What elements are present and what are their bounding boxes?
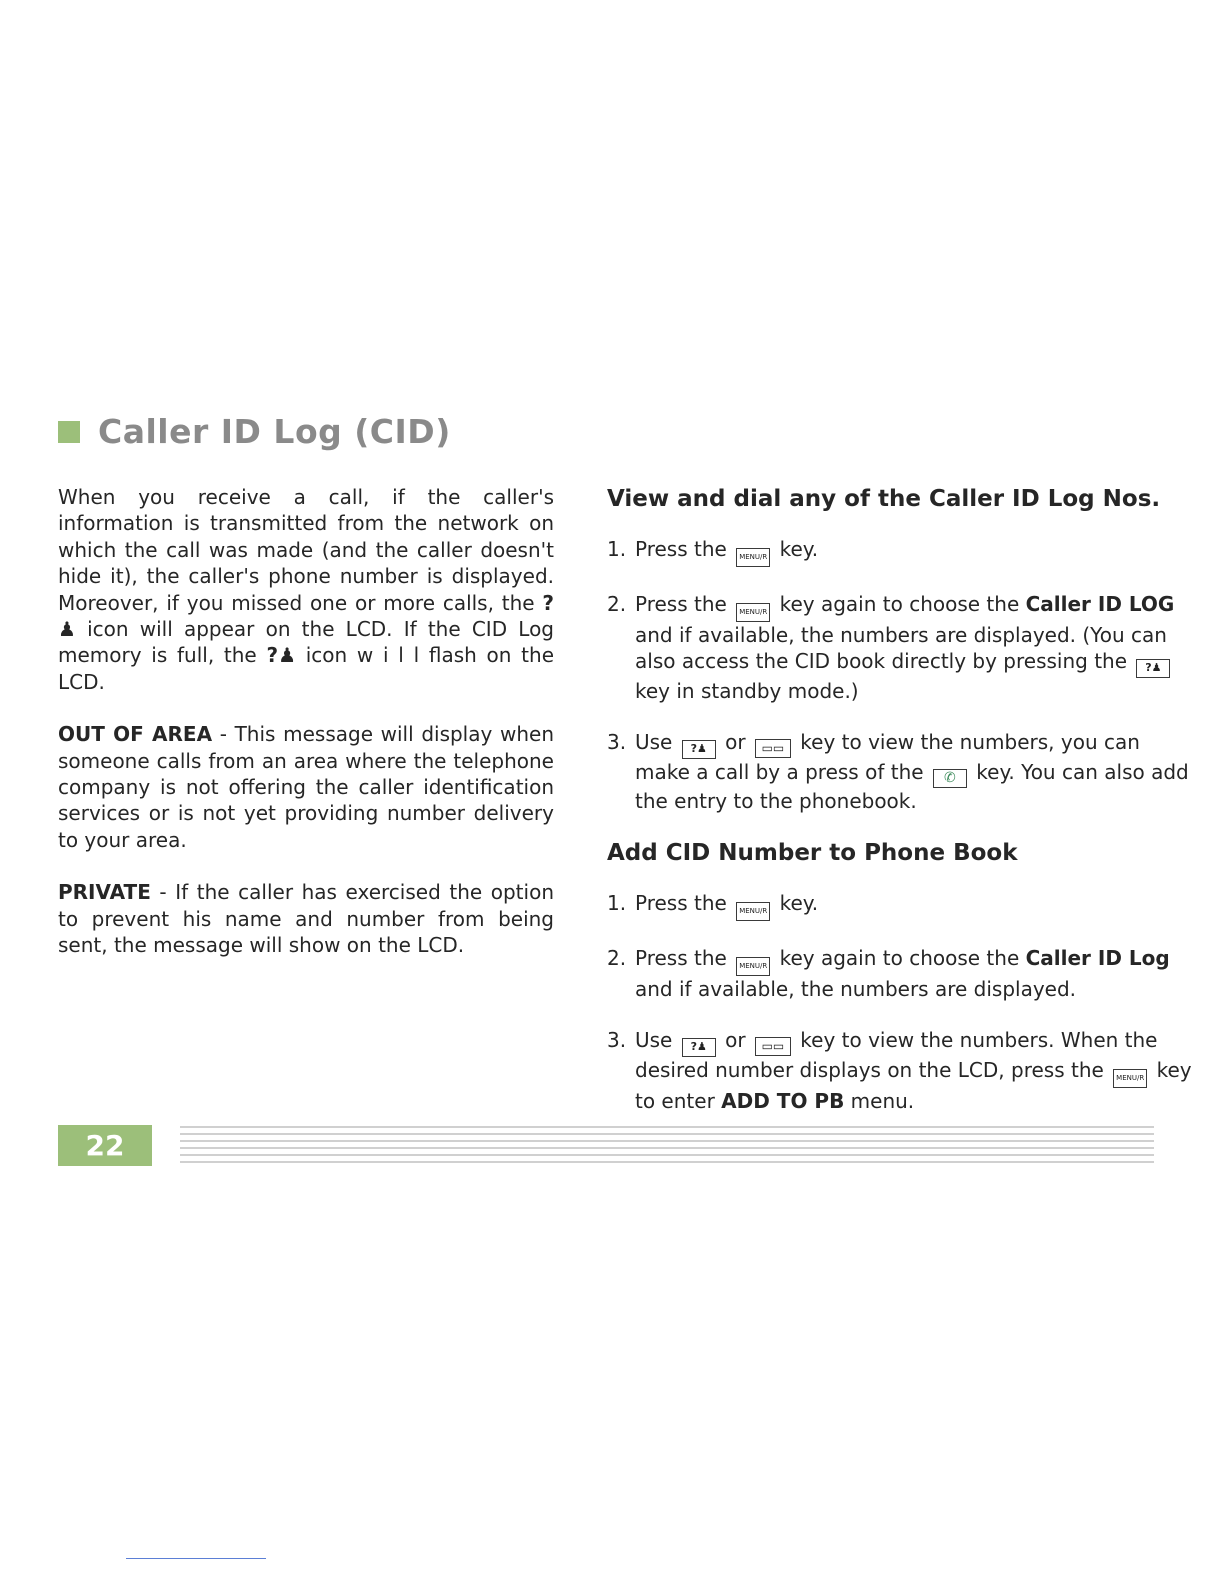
step-text: Use	[635, 1027, 673, 1052]
cid-key-icon: ?♟	[682, 740, 716, 759]
view-steps-list	[607, 536, 1197, 814]
add-cid-heading: Add CID Number to Phone Book	[607, 840, 1018, 867]
menu-key-icon: MENU/R	[736, 957, 770, 976]
step-number: 3.	[607, 1027, 627, 1052]
step-text: key.	[779, 537, 819, 561]
title-bullet-square	[58, 421, 80, 443]
step-text: and if available, the numbers are displayed.	[635, 977, 1077, 1002]
step-text: key to enter	[635, 1057, 1192, 1113]
list-item	[607, 890, 1197, 921]
list-item	[607, 945, 1197, 1002]
footer-rule	[180, 1140, 1154, 1142]
footer-rule-lines	[180, 1126, 1154, 1166]
missed-call-icon: ?♟	[58, 590, 554, 642]
footer-rule	[180, 1154, 1154, 1156]
cid-key-icon: ?♟	[682, 1038, 716, 1057]
call-key-icon: ✆	[933, 769, 967, 788]
step-number: 2.	[607, 592, 627, 616]
step-text: Use	[635, 729, 673, 754]
phonebook-key-icon: ▭▭	[755, 739, 791, 758]
step-number: 1.	[607, 537, 627, 561]
step-text: key again to choose the	[779, 946, 1020, 971]
out-of-area-label: OUT OF AREA	[58, 722, 213, 747]
list-item	[607, 729, 1197, 814]
footer-rule	[180, 1126, 1154, 1128]
step-text: Press the	[635, 592, 727, 616]
out-of-area-text: - This message will display when someone calls from an area where the telephone company is not offering the caller identification services or is not yet providing number delivery to your area.	[58, 722, 554, 852]
private-label: PRIVATE	[58, 880, 151, 905]
step-number: 1.	[607, 891, 627, 916]
phonebook-key-icon: ▭▭	[755, 1037, 791, 1056]
step-text: key again to choose the	[779, 592, 1020, 616]
step-number: 2.	[607, 946, 627, 971]
step-text: or	[725, 1027, 746, 1052]
step-text: key to view the numbers, you can make a call by a press of the	[635, 729, 1140, 784]
step-text: key to view the numbers. When the desired number displays on the LCD, press the	[635, 1027, 1158, 1082]
list-item	[607, 536, 1197, 567]
step-text: Press the	[635, 891, 727, 916]
step-emphasis: Caller ID LOG	[1025, 592, 1175, 616]
step-text: key. You can also add the entry to the phonebook.	[635, 759, 1189, 813]
menu-key-icon: MENU/R	[1113, 1069, 1147, 1088]
footer-rule	[180, 1133, 1154, 1135]
step-emphasis: ADD TO PB	[721, 1088, 845, 1113]
menu-key-icon: MENU/R	[736, 902, 770, 921]
left-column	[58, 484, 554, 985]
footer-rule	[180, 1161, 1154, 1163]
step-text: Press the	[635, 537, 727, 561]
page-number-badge: 22	[58, 1125, 152, 1166]
step-text: key in standby mode.)	[635, 679, 859, 704]
step-text: menu.	[850, 1088, 915, 1113]
step-text: Press the	[635, 946, 727, 971]
menu-key-icon: MENU/R	[736, 603, 770, 622]
footer-rule	[180, 1147, 1154, 1149]
view-dial-heading: View and dial any of the Caller ID Log Nos.	[607, 486, 1161, 512]
step-text: and if available, the numbers are displayed. (You can also access the CID book directly by pressing the	[635, 623, 1167, 674]
intro-paragraph	[58, 484, 554, 695]
page-title: Caller ID Log (CID)	[98, 412, 451, 451]
intro-text-2: icon will appear on the LCD. If the CID Log memory is full, the	[58, 617, 554, 668]
cid-key-icon: ?♟	[1136, 659, 1170, 678]
step-number: 3.	[607, 729, 627, 754]
menu-key-icon: MENU/R	[736, 548, 770, 567]
intro-text-3: icon w i l l flash on the LCD.	[58, 643, 555, 694]
list-item	[607, 591, 1197, 705]
step-emphasis: Caller ID Log	[1025, 946, 1170, 971]
section-title	[58, 412, 451, 451]
add-steps-list	[607, 890, 1197, 1114]
step-text: or	[725, 729, 746, 754]
list-item	[607, 1027, 1197, 1114]
missed-call-icon: ?♟	[266, 643, 296, 668]
private-text: - If the caller has exercised the option to prevent his name and number from being sent, the message will show on the LCD.	[58, 880, 554, 958]
right-column	[607, 484, 1197, 1138]
bottom-link-underline	[126, 1558, 266, 1559]
intro-text-1: When you receive a call, if the caller's information is transmitted from the network on which the call was made (and the caller doesn't hide it), the caller's phone number is displayed. Moreover, if you missed one or more calls, the	[58, 485, 554, 615]
out-of-area-paragraph	[58, 721, 554, 853]
step-text: key.	[779, 891, 819, 916]
private-paragraph	[58, 879, 554, 958]
